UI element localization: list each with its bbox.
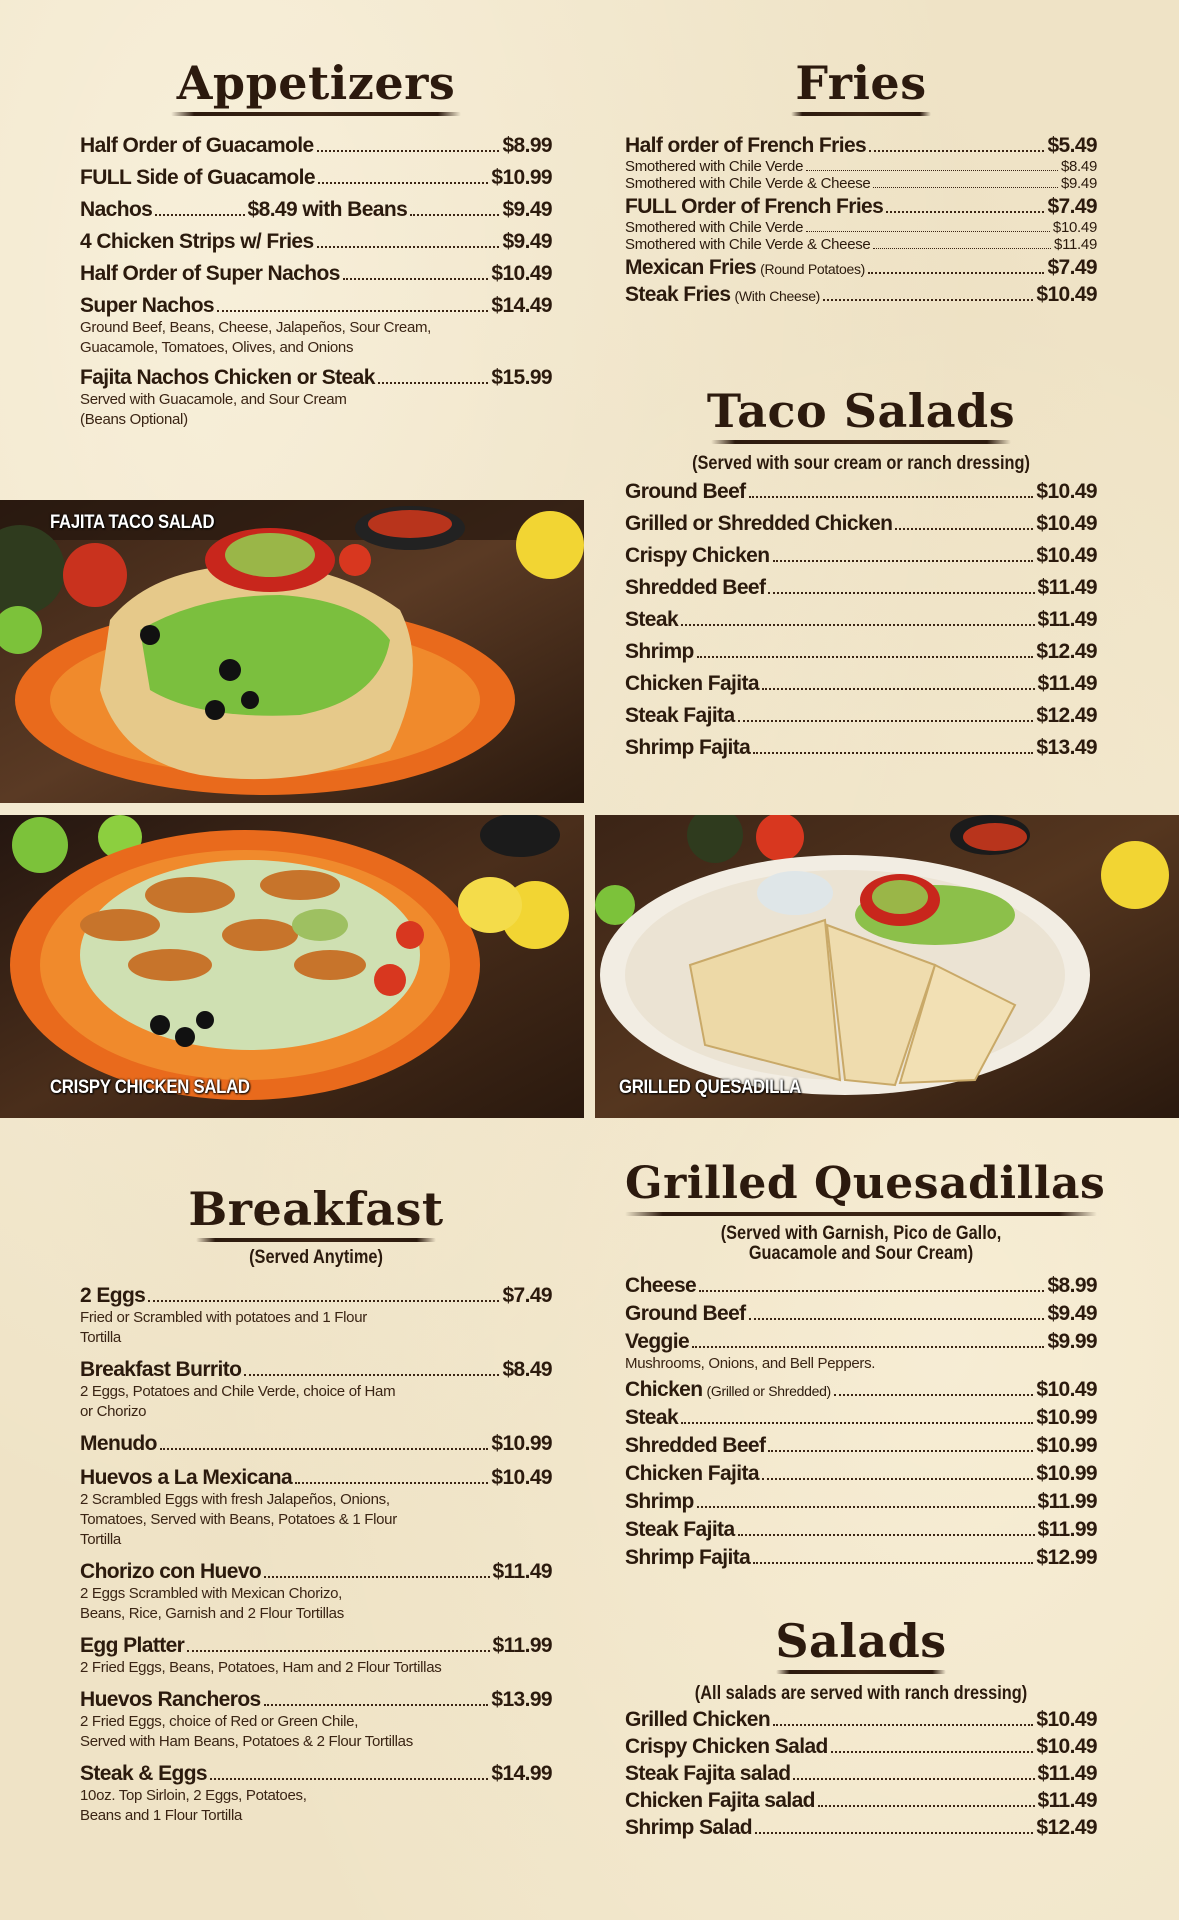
- menu-item-row: [625, 1274, 1097, 1298]
- item-name: Smothered with Chile Verde: [625, 219, 804, 236]
- menu-item-row: [625, 195, 1097, 219]
- item-name: Shredded Beef: [625, 575, 766, 599]
- item-name: Chicken Fajita: [625, 671, 759, 695]
- menu-item: [625, 283, 1097, 307]
- item-name: Huevos a La Mexicana: [80, 1465, 293, 1489]
- item-description: 2 Fried Eggs, Beans, Potatoes, Ham and 2 Flour Tortillas: [80, 1658, 442, 1676]
- menu-item: [625, 1406, 1097, 1430]
- item-name: Ground Beef: [625, 479, 746, 503]
- salads-list: [625, 1708, 1097, 1840]
- item-name: Fajita Nachos Chicken or Steak: [80, 366, 375, 389]
- menu-item-row: [625, 1762, 1097, 1786]
- dot-leader: [210, 1778, 488, 1780]
- quesadillas-subtitle-2: Guacamole and Sour Cream): [748, 1242, 974, 1264]
- menu-item: [625, 1816, 1097, 1840]
- menu-item: [625, 1302, 1097, 1326]
- dot-leader: [697, 1506, 1035, 1508]
- dot-leader: [264, 1704, 489, 1706]
- item-description: Guacamole, Tomatoes, Olives, and Onions: [80, 339, 354, 356]
- dot-leader: [295, 1482, 488, 1484]
- dot-leader: [410, 214, 499, 216]
- menu-item: [625, 704, 1097, 728]
- menu-subitem: [625, 175, 1097, 192]
- menu-subitem: [625, 219, 1097, 236]
- menu-item: [625, 672, 1097, 696]
- menu-item: [625, 1735, 1097, 1759]
- dot-leader: [160, 1448, 488, 1450]
- item-alt-price: $8.49 with Beans: [247, 198, 408, 221]
- item-price: $9.99: [1047, 1329, 1097, 1353]
- item-name: Veggie: [625, 1329, 690, 1353]
- item-price: $7.49: [1047, 256, 1097, 279]
- menu-item: [80, 262, 552, 286]
- item-price: $10.99: [1036, 1433, 1097, 1457]
- menu-item-row: [625, 1462, 1097, 1486]
- menu-subitem: [625, 236, 1097, 253]
- menu-item: [80, 166, 552, 190]
- menu-item: [625, 256, 1097, 280]
- breakfast-subtitle: (Served Anytime): [249, 1247, 383, 1268]
- menu-item-row: [625, 576, 1097, 600]
- salads-title: Salads: [775, 1614, 947, 1668]
- menu-item: [80, 1762, 552, 1826]
- menu-item-row: [625, 544, 1097, 568]
- item-description: 10oz. Top Sirloin, 2 Eggs, Potatoes,: [80, 1786, 307, 1804]
- item-note: (With Cheese): [734, 288, 821, 304]
- dot-leader: [806, 231, 1050, 232]
- item-name: Shrimp: [625, 639, 694, 663]
- dot-leader: [155, 214, 244, 216]
- menu-item: [625, 480, 1097, 504]
- appetizers-list: [80, 134, 552, 430]
- menu-item: [80, 1284, 552, 1348]
- menu-item-row: [625, 1302, 1097, 1326]
- menu-item-row: [80, 1432, 552, 1456]
- title-underline: [196, 1238, 436, 1242]
- dot-leader: [806, 170, 1058, 171]
- quesadillas-subtitle-1: (Served with Garnish, Pico de Gallo,: [720, 1223, 1002, 1244]
- dot-leader: [868, 272, 1044, 274]
- item-name: Shredded Beef: [625, 1433, 766, 1457]
- photo-caption: FAJITA TACO SALAD: [50, 512, 215, 533]
- menu-item: [625, 1462, 1097, 1486]
- item-name: Steak Fries: [625, 283, 731, 306]
- item-name: Cheese: [625, 1273, 697, 1297]
- item-price: $10.49: [1036, 283, 1097, 306]
- dot-leader: [187, 1650, 489, 1652]
- dot-leader: [692, 1346, 1044, 1348]
- item-name: Egg Platter: [80, 1633, 185, 1657]
- item-name: Shrimp Fajita: [625, 1545, 751, 1569]
- menu-item-row: [625, 1378, 1097, 1402]
- dot-leader: [831, 1751, 1034, 1753]
- menu-item: [80, 1466, 552, 1550]
- menu-item: [80, 230, 552, 254]
- menu-item-row: [80, 166, 552, 190]
- menu-item-row: [625, 256, 1097, 280]
- dot-leader: [378, 382, 489, 384]
- menu-item: [625, 134, 1097, 158]
- fries-list: [625, 134, 1097, 307]
- dot-leader: [773, 560, 1034, 562]
- item-name: Shrimp Salad: [625, 1815, 753, 1839]
- dot-leader: [738, 720, 1034, 722]
- fajita-taco-salad-photo: [0, 500, 584, 803]
- item-price: $10.99: [1036, 1405, 1097, 1429]
- item-description: Mushrooms, Onions, and Bell Peppers.: [625, 1354, 876, 1372]
- item-description: Beans, Rice, Garnish and 2 Flour Tortillas: [80, 1604, 344, 1622]
- item-price: $11.49: [1037, 575, 1097, 599]
- item-price: $5.49: [1047, 134, 1097, 157]
- menu-item: [625, 608, 1097, 632]
- menu-item: [80, 134, 552, 158]
- dot-leader: [317, 150, 500, 152]
- item-description: Fried or Scrambled with potatoes and 1 Flour: [80, 1308, 367, 1326]
- item-description: Tortilla: [80, 1530, 121, 1548]
- item-name: FULL Order of French Fries: [625, 195, 884, 218]
- dot-leader: [793, 1778, 1034, 1780]
- salads-section: [625, 1614, 1097, 1840]
- menu-item-row: [625, 219, 1097, 236]
- item-price: $9.49: [502, 198, 553, 221]
- fries-title: Fries: [795, 56, 927, 110]
- menu-item-row: [625, 608, 1097, 632]
- item-price: $13.99: [491, 1687, 552, 1711]
- item-name: Shrimp: [625, 1489, 694, 1513]
- menu-item-row: [80, 1284, 552, 1308]
- menu-item: [625, 195, 1097, 219]
- item-price: $10.49: [1036, 1707, 1097, 1731]
- dot-leader: [886, 211, 1044, 213]
- item-note: (Round Potatoes): [760, 261, 866, 277]
- menu-item-row: [625, 640, 1097, 664]
- item-name: 2 Eggs: [80, 1283, 146, 1307]
- dot-leader: [873, 248, 1051, 249]
- menu-item-row: [80, 262, 552, 286]
- item-price: $12.49: [1036, 703, 1097, 727]
- menu-item: [80, 366, 552, 430]
- appetizers-title: Appetizers: [176, 56, 456, 110]
- item-price: $11.49: [492, 1559, 552, 1583]
- item-name: Nachos: [80, 198, 153, 221]
- menu-item-row: [625, 1490, 1097, 1514]
- item-price: $11.49: [1037, 607, 1097, 631]
- item-price: $14.99: [491, 1761, 552, 1785]
- dot-leader: [773, 1724, 1033, 1726]
- dot-leader: [753, 752, 1033, 754]
- menu-item-row: [625, 1816, 1097, 1840]
- item-price: $10.49: [1036, 1377, 1097, 1401]
- dot-leader: [217, 310, 488, 312]
- item-price: $11.49: [1037, 1761, 1097, 1785]
- menu-item: [625, 1546, 1097, 1570]
- menu-item: [625, 576, 1097, 600]
- quesadillas-section: [625, 1158, 1106, 1570]
- item-name: Chorizo con Huevo: [80, 1559, 262, 1583]
- item-price: $10.99: [491, 1431, 552, 1455]
- item-description: Tomatoes, Served with Beans, Potatoes & 1 Flour: [80, 1510, 397, 1528]
- item-description: or Chorizo: [80, 1402, 147, 1420]
- item-name: FULL Side of Guacamole: [80, 166, 315, 189]
- menu-item: [625, 736, 1097, 760]
- item-price: $10.49: [1036, 479, 1097, 503]
- dot-leader: [148, 1300, 499, 1302]
- breakfast-list: [80, 1284, 552, 1826]
- menu-item: [625, 512, 1097, 536]
- item-price: $11.49: [1037, 671, 1097, 695]
- item-name: Chicken Fajita salad: [625, 1788, 815, 1812]
- dot-leader: [317, 246, 500, 248]
- grilled-quesadilla-image: [595, 815, 1179, 1118]
- menu-item-row: [625, 158, 1097, 175]
- menu-item: [625, 1330, 1097, 1374]
- menu-item: [625, 1518, 1097, 1542]
- item-price: $15.99: [491, 366, 552, 389]
- dot-leader: [762, 688, 1035, 690]
- dot-leader: [823, 299, 1033, 301]
- grilled-quesadilla-photo: [595, 815, 1179, 1118]
- menu-item: [625, 1434, 1097, 1458]
- item-name: Half order of French Fries: [625, 134, 867, 157]
- menu-item-row: [625, 283, 1097, 307]
- dot-leader: [762, 1478, 1033, 1480]
- dot-leader: [749, 1318, 1045, 1320]
- title-underline: [171, 112, 461, 116]
- menu-item-row: [80, 366, 552, 390]
- item-name: Mexican Fries: [625, 256, 757, 279]
- item-price: $9.49: [502, 230, 552, 253]
- menu-item-row: [80, 1560, 552, 1584]
- item-name: Ground Beef: [625, 1301, 746, 1325]
- item-price: $11.49: [1054, 236, 1097, 253]
- menu-item: [80, 1432, 552, 1456]
- item-price: $12.49: [1036, 1815, 1097, 1839]
- menu-item-row: [80, 1466, 552, 1490]
- item-name: 4 Chicken Strips w/ Fries: [80, 230, 314, 253]
- menu-item-row: [80, 198, 552, 222]
- item-name: Smothered with Chile Verde & Cheese: [625, 175, 871, 192]
- menu-item: [80, 1688, 552, 1752]
- menu-item-row: [625, 672, 1097, 696]
- item-name: Grilled or Shredded Chicken: [625, 511, 893, 535]
- item-price: $11.99: [1037, 1489, 1097, 1513]
- item-name: Shrimp Fajita: [625, 735, 751, 759]
- item-note: (Grilled or Shredded): [706, 1382, 831, 1399]
- menu-item-row: [625, 736, 1097, 760]
- menu-item: [80, 294, 552, 358]
- item-price: $14.49: [491, 294, 552, 317]
- menu-item: [625, 1762, 1097, 1786]
- dot-leader: [753, 1562, 1033, 1564]
- item-name: Smothered with Chile Verde: [625, 158, 804, 175]
- menu-item-row: [625, 480, 1097, 504]
- item-description: 2 Fried Eggs, choice of Red or Green Chile,: [80, 1712, 359, 1730]
- menu-item-row: [625, 512, 1097, 536]
- menu-item-row: [625, 1518, 1097, 1542]
- item-description: (Beans Optional): [80, 411, 188, 428]
- menu-item: [625, 1274, 1097, 1298]
- item-price: $10.49: [491, 1465, 552, 1489]
- title-underline: [791, 112, 931, 116]
- menu-item-row: [80, 134, 552, 158]
- item-description: 2 Scrambled Eggs with fresh Jalapeños, Onions,: [80, 1490, 390, 1508]
- menu-item-row: [80, 1358, 552, 1382]
- menu-item: [80, 1560, 552, 1624]
- item-name: Grilled Chicken: [625, 1707, 771, 1731]
- menu-item: [80, 198, 552, 222]
- item-name: Steak Fajita: [625, 703, 735, 727]
- menu-item-row: [80, 230, 552, 254]
- item-price: $10.99: [1036, 1461, 1097, 1485]
- item-name: Half Order of Super Nachos: [80, 262, 340, 285]
- crispy-chicken-salad-photo: [0, 815, 584, 1118]
- dot-leader: [749, 496, 1034, 498]
- menu-item: [625, 1490, 1097, 1514]
- menu-item-row: [625, 704, 1097, 728]
- item-name: Half Order of Guacamole: [80, 134, 314, 157]
- item-price: $10.49: [1036, 1734, 1097, 1758]
- dot-leader: [318, 182, 488, 184]
- dot-leader: [818, 1805, 1035, 1807]
- fajita-taco-salad-image: [0, 500, 584, 803]
- title-underline: [711, 440, 1011, 444]
- dot-leader: [768, 592, 1034, 594]
- item-name: Steak Fajita salad: [625, 1761, 791, 1785]
- item-price: $8.99: [1047, 1273, 1097, 1297]
- quesadillas-list: [625, 1274, 1097, 1570]
- breakfast-title: Breakfast: [188, 1182, 444, 1236]
- menu-item: [625, 1378, 1097, 1402]
- dot-leader: [869, 150, 1044, 152]
- dot-leader: [244, 1374, 499, 1376]
- item-price: $11.99: [492, 1633, 552, 1657]
- taco-salads-subtitle: (Served with sour cream or ranch dressing): [692, 453, 1030, 474]
- photo-caption: CRISPY CHICKEN SALAD: [50, 1077, 250, 1098]
- menu-subitem: [625, 158, 1097, 175]
- item-price: $12.99: [1036, 1545, 1097, 1569]
- item-description: 2 Eggs Scrambled with Mexican Chorizo,: [80, 1584, 343, 1602]
- crispy-chicken-salad-image: [0, 815, 584, 1118]
- item-price: $11.99: [1037, 1517, 1097, 1541]
- item-description: Ground Beef, Beans, Cheese, Jalapeños, Sour Cream,: [80, 319, 432, 336]
- menu-item-row: [625, 1708, 1097, 1732]
- dot-leader: [699, 1290, 1044, 1292]
- dot-leader: [264, 1576, 489, 1578]
- item-price: $13.49: [1036, 735, 1097, 759]
- menu-item-row: [625, 175, 1097, 192]
- dot-leader: [343, 278, 489, 280]
- item-name: Chicken: [625, 1377, 703, 1401]
- menu-item-row: [625, 134, 1097, 158]
- taco-salads-list: [625, 480, 1097, 760]
- item-price: $10.49: [1036, 511, 1097, 535]
- menu-item-row: [625, 1735, 1097, 1759]
- menu-item-row: [625, 1330, 1097, 1354]
- menu-item-row: [625, 1406, 1097, 1430]
- item-name: Crispy Chicken: [625, 543, 770, 567]
- item-name: Huevos Rancheros: [80, 1687, 261, 1711]
- item-name: Crispy Chicken Salad: [625, 1734, 828, 1758]
- dot-leader: [768, 1450, 1033, 1452]
- taco-salads-section: [625, 384, 1097, 760]
- item-name: Steak Fajita: [625, 1517, 735, 1541]
- item-name: Super Nachos: [80, 294, 215, 317]
- item-description: Served with Ham Beans, Potatoes & 2 Flour Tortillas: [80, 1732, 413, 1750]
- item-price: $9.49: [1047, 1301, 1097, 1325]
- item-price: $7.49: [1047, 195, 1097, 218]
- menu-item-row: [80, 1762, 552, 1786]
- title-underline: [776, 1670, 946, 1674]
- item-price: $8.49: [1060, 158, 1097, 175]
- menu-item-row: [80, 1634, 552, 1658]
- item-price: $12.49: [1036, 639, 1097, 663]
- item-name: Breakfast Burrito: [80, 1357, 242, 1381]
- taco-salads-title: Taco Salads: [706, 384, 1016, 438]
- item-description: 2 Eggs, Potatoes and Chile Verde, choice of Ham: [80, 1382, 396, 1400]
- dot-leader: [873, 187, 1057, 188]
- dot-leader: [895, 528, 1033, 530]
- item-price: $11.49: [1037, 1788, 1097, 1812]
- item-price: $9.49: [1060, 175, 1097, 192]
- menu-item-row: [80, 294, 552, 318]
- item-price: $8.49: [502, 1357, 552, 1381]
- item-name: Steak: [625, 607, 679, 631]
- menu-item: [80, 1634, 552, 1678]
- photo-caption: GRILLED QUESADILLA: [619, 1077, 801, 1098]
- menu-item: [80, 1358, 552, 1422]
- item-price: $7.49: [502, 1283, 552, 1307]
- dot-leader: [738, 1534, 1035, 1536]
- breakfast-section: [80, 1182, 552, 1826]
- menu-item: [625, 1789, 1097, 1813]
- item-description: Beans and 1 Flour Tortilla: [80, 1806, 243, 1824]
- dot-leader: [834, 1394, 1033, 1396]
- item-description: Tortilla: [80, 1328, 121, 1346]
- menu-item-row: [625, 236, 1097, 253]
- item-description: Served with Guacamole, and Sour Cream: [80, 391, 347, 408]
- fries-section: [625, 56, 1097, 307]
- menu-item: [625, 1708, 1097, 1732]
- dot-leader: [697, 656, 1034, 658]
- menu-item: [625, 544, 1097, 568]
- menu-item-row: [80, 1688, 552, 1712]
- dot-leader: [681, 1422, 1033, 1424]
- title-underline: [625, 1212, 1097, 1216]
- item-name: Steak: [625, 1405, 679, 1429]
- salads-subtitle: (All salads are served with ranch dressing): [694, 1683, 1028, 1704]
- item-name: Menudo: [80, 1431, 157, 1455]
- menu-item-row: [625, 1546, 1097, 1570]
- item-name: Smothered with Chile Verde & Cheese: [625, 236, 871, 253]
- item-price: $10.99: [491, 166, 552, 189]
- appetizers-section: [80, 56, 553, 430]
- item-price: $10.49: [1036, 543, 1097, 567]
- quesadillas-title: Grilled Quesadillas: [625, 1158, 1106, 1209]
- item-price: $8.99: [502, 134, 552, 157]
- dot-leader: [755, 1832, 1033, 1834]
- item-price: $10.49: [1052, 219, 1097, 236]
- menu-item-row: [625, 1434, 1097, 1458]
- item-name: Steak & Eggs: [80, 1761, 208, 1785]
- menu-item-row: [625, 1789, 1097, 1813]
- menu-item: [625, 640, 1097, 664]
- dot-leader: [681, 624, 1034, 626]
- item-price: $10.49: [491, 262, 552, 285]
- item-name: Chicken Fajita: [625, 1461, 759, 1485]
